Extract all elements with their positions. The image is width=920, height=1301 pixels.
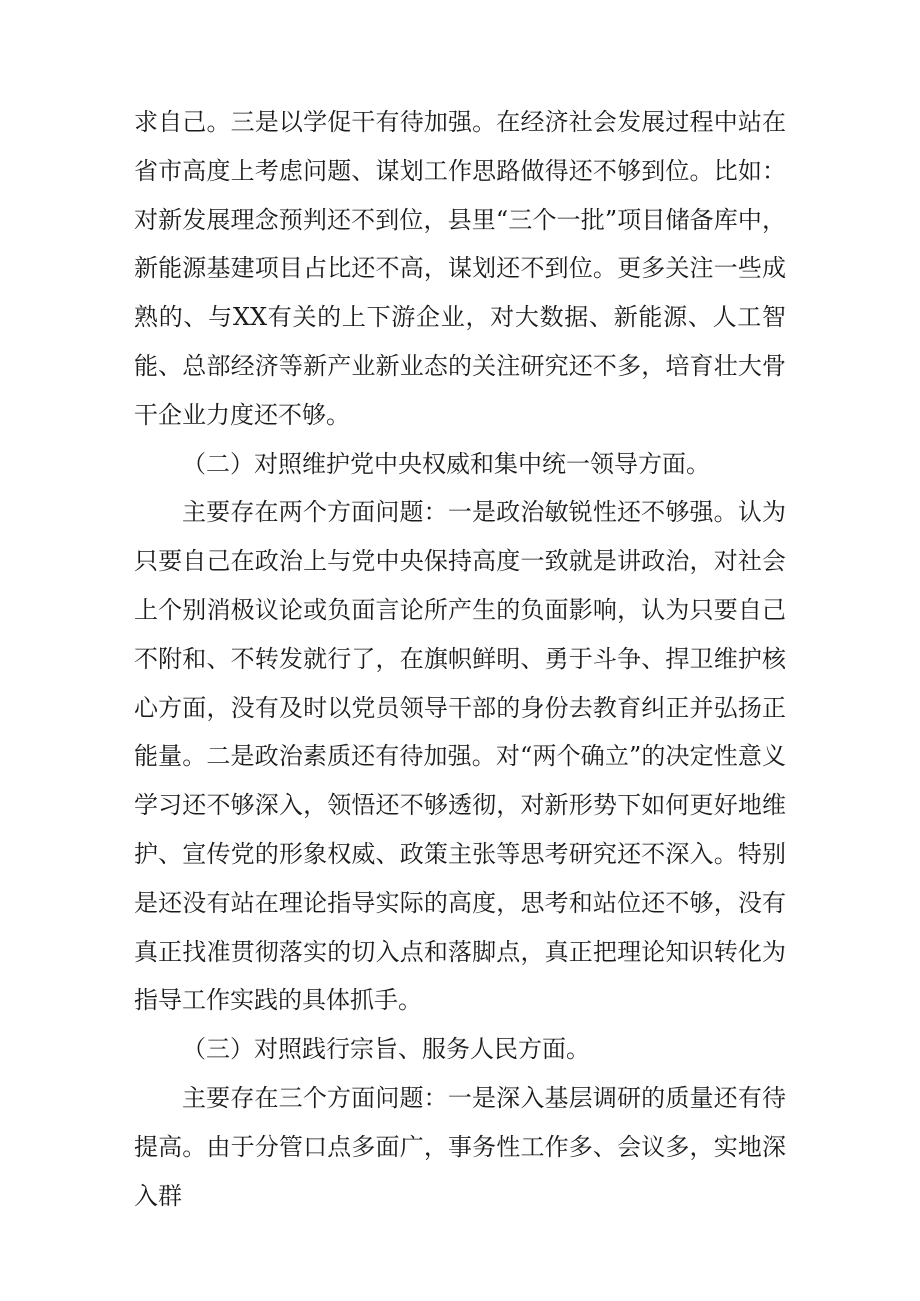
section-heading-2: （二）对照维护党中央权威和集中统一领导方面。 [182,449,710,478]
paragraph-continuation: 求自己。三是以学促干有待加强。在经济社会发展过程中站在省市高度上考虑问题、谋划工作思路做得还不够到位。比如：对新发展理念预判还不到位，县里“三个一批”项目储备库中，新能源基建项目占比还不高，谋划还不到位。更多关注一些成熟的、与XX有关的上下游企业，对大数据、新能源、人工智能、总部经济等新产业新业态的关注研究还不多，培育壮大骨干企业力度还不够。 [134,108,786,429]
paragraph-section-3: 主要存在三个方面问题：一是深入基层调研的质量还有待提高。由于分管口点多面广，事务性工作多、会议多，实地深入群 [134,1083,786,1210]
document-body [134,98,786,1220]
paragraph-section-2: 主要存在两个方面问题：一是政治敏锐性还不够强。认为只要自己在政治上与党中央保持高度一致就是讲政治，对社会上个别消极议论或负面言论所产生的负面影响，认为只要自己不附和、不转发就行了，在旗帜鲜明、勇于斗争、捍卫维护核心方面，没有及时以党员领导干部的身份去教育纠正并弘扬正能量。二是政治素质还有待加强。对“两个确立”的决定性意义学习还不够深入，领悟还不够透彻，对新形势下如何更好地维护、宣传党的形象权威、政策主张等思考研究还不深入。特别是还没有站在理论指导实际的高度，思考和站位还不够，没有真正找准贯彻落实的切入点和落脚点，真正把理论知识转化为指导工作实践的具体抓手。 [134,498,786,1015]
section-heading-3: （三）对照践行宗旨、服务人民方面。 [182,1035,590,1064]
